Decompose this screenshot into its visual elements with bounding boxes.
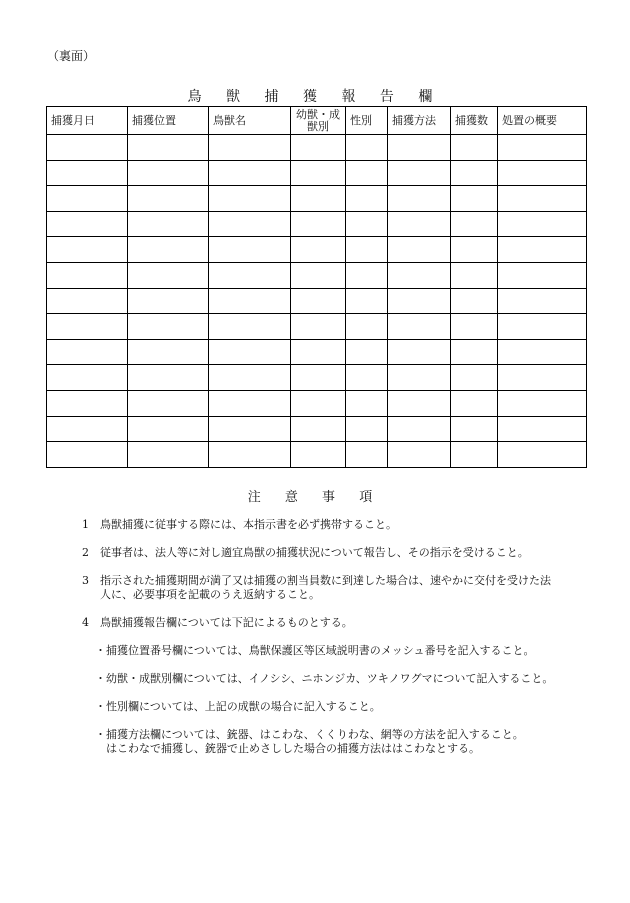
table-cell[interactable] [291, 442, 346, 468]
table-cell[interactable] [498, 365, 587, 391]
table-cell[interactable] [128, 339, 209, 365]
table-cell[interactable] [388, 442, 451, 468]
table-cell[interactable] [128, 211, 209, 237]
table-cell[interactable] [346, 339, 388, 365]
table-cell[interactable] [346, 262, 388, 288]
table-cell[interactable] [47, 314, 128, 340]
table-cell[interactable] [346, 211, 388, 237]
table-row [47, 262, 587, 288]
table-cell[interactable] [451, 416, 498, 442]
note-text: 従事者は、法人等に対し適宜鳥獣の捕獲状況について報告し、その指示を受けること。 [100, 546, 529, 559]
table-cell[interactable] [209, 314, 291, 340]
table-body [47, 135, 587, 468]
note-subitem-location [78, 644, 588, 658]
table-cell[interactable] [47, 160, 128, 186]
table-cell[interactable] [291, 339, 346, 365]
note-subitem-method [78, 728, 588, 756]
table-header-row [47, 107, 587, 135]
table-cell[interactable] [498, 442, 587, 468]
table-cell[interactable] [128, 442, 209, 468]
col-capture-count: 捕獲数 [451, 107, 498, 135]
table-row [47, 211, 587, 237]
note-item-2 [78, 546, 588, 560]
table-cell[interactable] [346, 160, 388, 186]
col-capture-method: 捕獲方法 [388, 107, 451, 135]
table-cell[interactable] [291, 416, 346, 442]
table-cell[interactable] [498, 211, 587, 237]
table-cell[interactable] [346, 186, 388, 212]
table-cell[interactable] [291, 186, 346, 212]
table-cell[interactable] [388, 211, 451, 237]
table-cell[interactable] [47, 262, 128, 288]
table-cell[interactable] [388, 288, 451, 314]
table-cell[interactable] [388, 186, 451, 212]
subitem-text: 幼獣・成獣別欄については、イノシシ、ニホンジカ、ツキノワグマについて記入すること。 [106, 672, 554, 685]
table-cell[interactable] [291, 314, 346, 340]
table-cell[interactable] [346, 365, 388, 391]
table-cell[interactable] [451, 237, 498, 263]
note-text: 鳥獣捕獲報告欄については下記によるものとする。 [100, 616, 353, 629]
table-cell[interactable] [451, 186, 498, 212]
note-subitem-age-class [78, 672, 588, 686]
col-disposal-summary: 処置の概要 [498, 107, 587, 135]
table-cell[interactable] [209, 416, 291, 442]
table-cell[interactable] [388, 237, 451, 263]
note-text: 指示された捕獲期間が満了又は捕獲の割当員数に到達した場合は、速やかに交付を受けた法 [100, 574, 551, 587]
table-cell[interactable] [47, 365, 128, 391]
table-cell[interactable] [451, 442, 498, 468]
notes-list [78, 518, 588, 770]
table-cell[interactable] [388, 262, 451, 288]
table-cell[interactable] [388, 160, 451, 186]
note-number: 3 [82, 574, 89, 587]
table-cell[interactable] [291, 365, 346, 391]
table-cell[interactable] [451, 288, 498, 314]
table-cell[interactable] [291, 211, 346, 237]
table-cell[interactable] [451, 135, 498, 161]
table-cell[interactable] [47, 186, 128, 212]
table-cell[interactable] [291, 262, 346, 288]
bullet-mark: ・ [95, 644, 106, 657]
table-cell[interactable] [209, 160, 291, 186]
table-row [47, 390, 587, 416]
table-cell[interactable] [47, 288, 128, 314]
table-cell[interactable] [388, 339, 451, 365]
table-cell[interactable] [128, 314, 209, 340]
col-capture-location: 捕獲位置 [128, 107, 209, 135]
note-text: 鳥獣捕獲に従事する際には、本指示書を必ず携帯すること。 [100, 518, 397, 531]
bullet-mark: ・ [95, 700, 106, 713]
table-cell[interactable] [388, 365, 451, 391]
table-cell[interactable] [451, 365, 498, 391]
note-subitem-sex [78, 700, 588, 714]
table-cell[interactable] [498, 339, 587, 365]
capture-report-table [46, 106, 587, 468]
table-cell[interactable] [128, 390, 209, 416]
table-cell[interactable] [47, 211, 128, 237]
table-cell[interactable] [209, 211, 291, 237]
table-cell[interactable] [209, 288, 291, 314]
table-cell[interactable] [346, 135, 388, 161]
table-row [47, 135, 587, 161]
notes-title: 注 意 事 項 [247, 490, 383, 505]
table-cell[interactable] [498, 416, 587, 442]
note-text-continued: 人に、必要事項を記載のうえ返納すること。 [100, 588, 320, 601]
table-row [47, 314, 587, 340]
table-cell[interactable] [346, 314, 388, 340]
table-cell[interactable] [451, 314, 498, 340]
table-cell[interactable] [291, 288, 346, 314]
subitem-text-continued: はこわなで捕獲し、銃器で止めさしした場合の捕獲方法ははこわなとする。 [106, 742, 480, 755]
bullet-mark: ・ [95, 728, 106, 741]
table-cell[interactable] [451, 262, 498, 288]
note-item-1 [78, 518, 588, 532]
table-cell[interactable] [291, 390, 346, 416]
table-row [47, 237, 587, 263]
table-row [47, 186, 587, 212]
table-cell[interactable] [209, 390, 291, 416]
table-cell[interactable] [498, 262, 587, 288]
table-cell[interactable] [498, 314, 587, 340]
table-cell[interactable] [498, 390, 587, 416]
note-item-3 [78, 574, 588, 602]
subitem-text: 捕獲方法欄については、銃器、はこわな、くくりわな、網等の方法を記入すること。 [106, 728, 524, 741]
col-capture-date: 捕獲月日 [47, 107, 128, 135]
table-cell[interactable] [47, 390, 128, 416]
table-cell[interactable] [209, 186, 291, 212]
subitem-text: 捕獲位置番号欄については、鳥獣保護区等区域説明書のメッシュ番号を記入すること。 [106, 644, 535, 657]
table-cell[interactable] [47, 135, 128, 161]
table-cell[interactable] [498, 237, 587, 263]
table-cell[interactable] [209, 237, 291, 263]
table-cell[interactable] [388, 314, 451, 340]
table-cell[interactable] [128, 416, 209, 442]
table-cell[interactable] [128, 288, 209, 314]
table-cell[interactable] [209, 262, 291, 288]
table-cell[interactable] [291, 135, 346, 161]
table-row [47, 160, 587, 186]
table-cell[interactable] [346, 288, 388, 314]
bullet-mark: ・ [95, 672, 106, 685]
table-row [47, 416, 587, 442]
table-cell[interactable] [451, 339, 498, 365]
note-item-4 [78, 616, 588, 630]
table-cell[interactable] [209, 339, 291, 365]
table-cell[interactable] [388, 416, 451, 442]
table-cell[interactable] [291, 237, 346, 263]
table-cell[interactable] [451, 390, 498, 416]
table-cell[interactable] [388, 390, 451, 416]
table-cell[interactable] [291, 160, 346, 186]
note-number: 4 [82, 616, 89, 629]
table-cell[interactable] [498, 186, 587, 212]
page-side-label: （裏面） [47, 49, 96, 63]
table-cell[interactable] [346, 416, 388, 442]
table-cell[interactable] [498, 135, 587, 161]
table-cell[interactable] [128, 160, 209, 186]
note-number: 1 [82, 518, 89, 531]
note-number: 2 [82, 546, 89, 559]
table-cell[interactable] [47, 416, 128, 442]
table-cell[interactable] [128, 186, 209, 212]
table-cell[interactable] [47, 237, 128, 263]
table-cell[interactable] [209, 135, 291, 161]
table-cell[interactable] [209, 365, 291, 391]
table-cell[interactable] [388, 135, 451, 161]
subitem-text: 性別欄については、上記の成獣の場合に記入すること。 [106, 700, 381, 713]
table-cell[interactable] [128, 262, 209, 288]
table-cell[interactable] [209, 442, 291, 468]
col-animal-name: 鳥獣名 [209, 107, 291, 135]
report-title: 鳥 獣 捕 獲 報 告 欄 [187, 89, 443, 105]
table-cell[interactable] [128, 135, 209, 161]
table-cell[interactable] [498, 160, 587, 186]
table-row [47, 442, 587, 468]
table-cell[interactable] [47, 339, 128, 365]
table-cell[interactable] [128, 365, 209, 391]
table-row [47, 339, 587, 365]
table-row [47, 288, 587, 314]
table-cell[interactable] [128, 237, 209, 263]
table-cell[interactable] [346, 390, 388, 416]
table-cell[interactable] [451, 160, 498, 186]
table-cell[interactable] [451, 211, 498, 237]
col-sex: 性別 [346, 107, 388, 135]
table-cell[interactable] [498, 288, 587, 314]
table-cell[interactable] [346, 237, 388, 263]
table-cell[interactable] [346, 442, 388, 468]
table-cell[interactable] [47, 442, 128, 468]
table-row [47, 365, 587, 391]
col-age-class: 幼獣・成獣別 [291, 107, 346, 135]
